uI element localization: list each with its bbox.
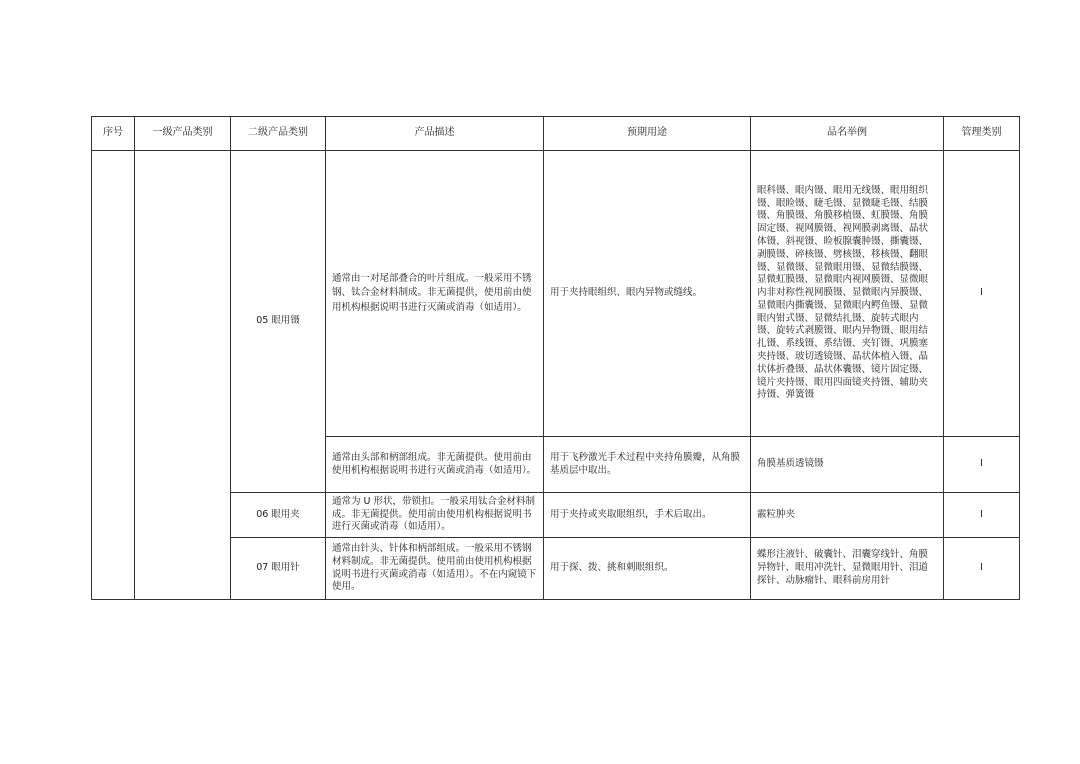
header-intended-use: 预期用途 (544, 117, 751, 151)
examples-cell: 角膜基质透镜镊 (751, 437, 944, 493)
table-row (92, 493, 1020, 538)
product-classification-table (91, 116, 1020, 600)
description-cell: 通常由针头、针体和柄部组成。一般采用不锈钢材料制成。非无菌提供。使用前由使用机构根据说明书进行灭菌或消毒（如适用）。不在内窥镜下使用。 (326, 538, 544, 600)
intended-use-cell: 用于飞秒激光手术过程中夹持角膜瓣，从角膜基质层中取出。 (544, 437, 751, 493)
management-class-cell: I (944, 437, 1020, 493)
description-cell: 通常由一对尾部叠合的叶片组成。一般采用不锈钢、钛合金材料制成。非无菌提供，使用前由使用机构根据说明书进行灭菌或消毒（如适用）。 (326, 151, 544, 437)
header-category-2: 二级产品类别 (231, 117, 326, 151)
intended-use-cell: 用于夹持或夹取眼组织，手术后取出。 (544, 493, 751, 538)
header-description: 产品描述 (326, 117, 544, 151)
header-category-1: 一级产品类别 (135, 117, 231, 151)
examples-cell: 蝶形注液针、破囊针、泪囊穿线针、角膜异物针、眼用冲洗针、显微眼用针、泪道探针、动脉瘤针、眼科前房用针 (751, 538, 944, 600)
seq-cell (92, 151, 135, 600)
examples-cell: 眼科镊、眼内镊、眼用无线镊、眼用组织镊、眼睑镊、睫毛镊、显微睫毛镊、结膜镊、角膜镊、角膜移植镊、虹膜镊、角膜固定镊、视网膜镊、视网膜剥离镊、晶状体镊、斜视镊、睑板腺囊肿镊、撕囊镊、剥膜镊、碎核镊、劈核镊、移核镊、翻眼镊、显微镊、显微眼用镊、显微结膜镊、显微虹膜镊、显微眼内视网膜镊、显微眼内非对称性视网膜镊、显微眼内异膜镊、显微眼内撕囊镊、显微眼内鳄鱼镊、显微眼内钳式镊、显微结扎镊、旋转式眼内镊、旋转式剥膜镊、眼内异物镊、眼用结扎镊、系线镊、系结镊、夹钉镊、巩膜塞夹持镊、玻切透镜镊、晶状体植入镊、晶状体折叠镊、晶状体囊镊、镜片固定镊、镜片夹持镊、眼用四面镜夹持镊、辅助夹持镊、弹簧镊 (751, 151, 944, 437)
management-class-cell: I (944, 493, 1020, 538)
category-1-cell (135, 151, 231, 600)
header-examples: 品名举例 (751, 117, 944, 151)
examples-cell: 霰粒肿夹 (751, 493, 944, 538)
management-class-cell: I (944, 538, 1020, 600)
table-row (92, 538, 1020, 600)
category-2-cell: 06 眼用夹 (231, 493, 326, 538)
table-header-row (92, 117, 1020, 151)
category-2-cell: 05 眼用镊 (231, 151, 326, 493)
category-2-cell: 07 眼用针 (231, 538, 326, 600)
header-management-class: 管理类别 (944, 117, 1020, 151)
intended-use-cell: 用于夹持眼组织、眼内异物或缝线。 (544, 151, 751, 437)
description-cell: 通常由头部和柄部组成。非无菌提供。使用前由使用机构根据说明书进行灭菌或消毒（如适用）。 (326, 437, 544, 493)
description-cell: 通常为 U 形状，带锁扣。一般采用钛合金材料制成。非无菌提供。使用前由使用机构根据说明书进行灭菌或消毒（如适用）。 (326, 493, 544, 538)
table-row (92, 151, 1020, 437)
management-class-cell: I (944, 151, 1020, 437)
intended-use-cell: 用于探、拨、挑和刺眼组织。 (544, 538, 751, 600)
header-seq: 序号 (92, 117, 135, 151)
